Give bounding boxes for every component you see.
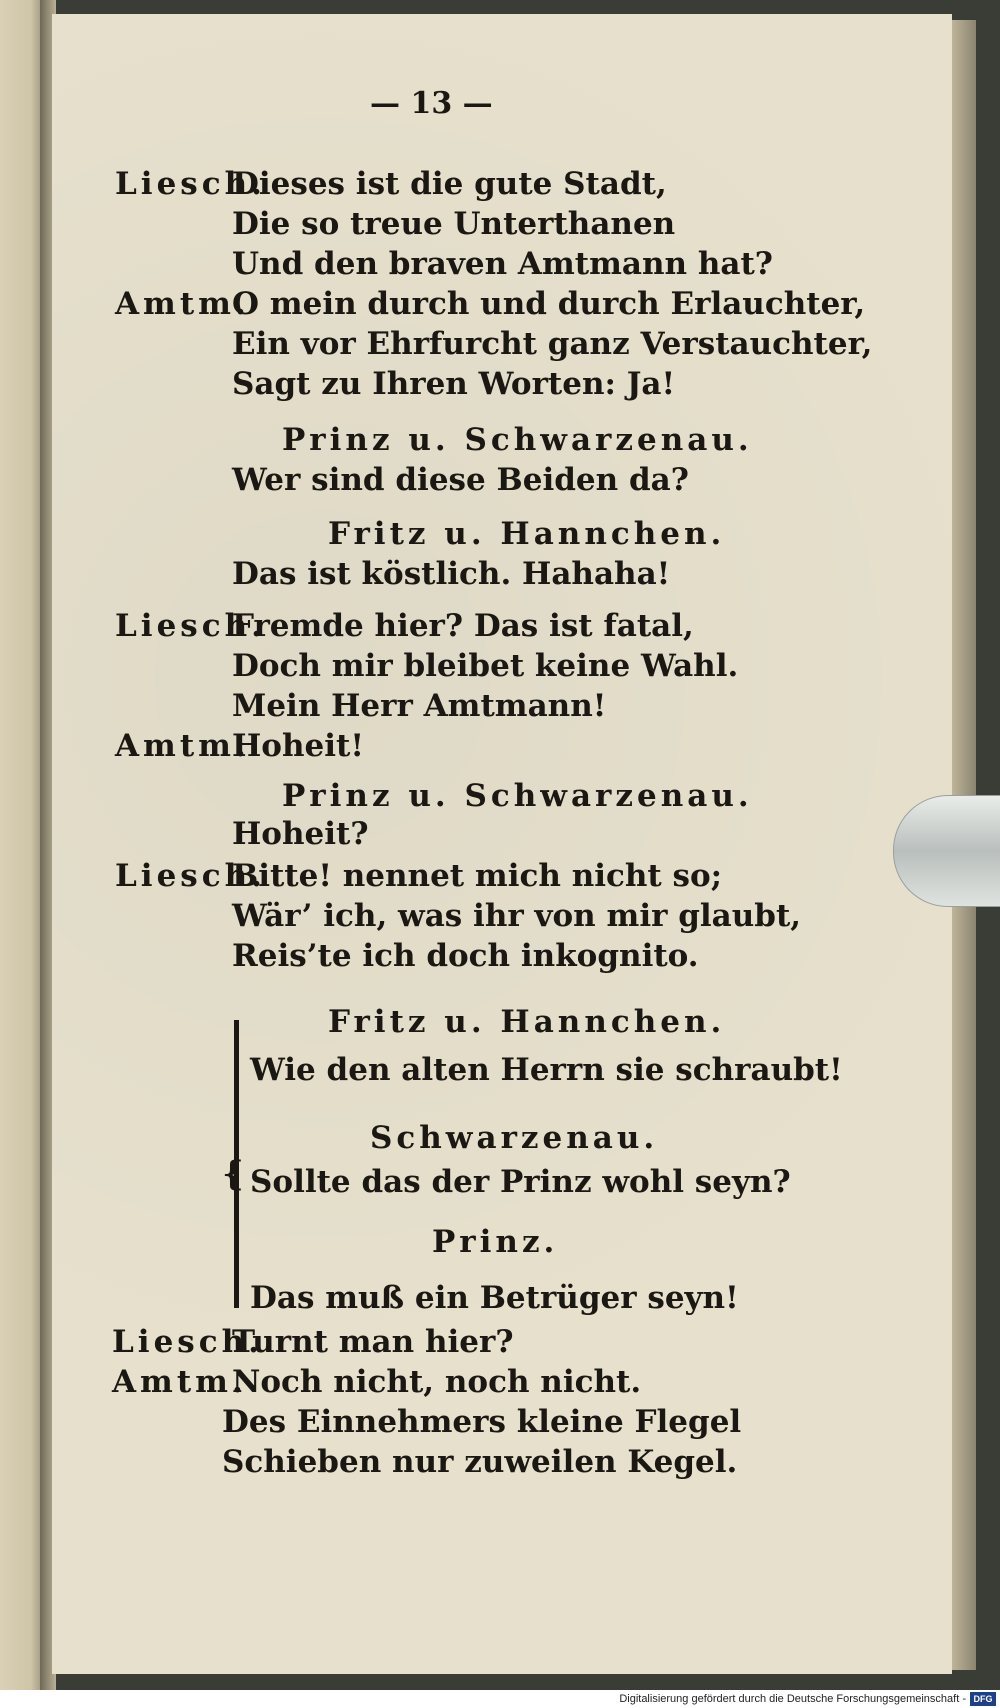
verse-text: Schieben nur zuweilen Kegel.: [222, 1444, 738, 1480]
speaker-label: Liesch.: [115, 608, 266, 644]
verse-text: Mein Herr Amtmann!: [232, 688, 607, 724]
stage-heading: Prinz.: [432, 1224, 559, 1260]
footer-text: Digitalisierung gefördert durch die Deutsche Forschungsgemeinschaft -: [619, 1693, 966, 1705]
dfg-logo: DFG: [970, 1692, 996, 1706]
verse-text: Wär’ ich, was ihr von mir glaubt,: [232, 898, 802, 934]
verse-text: Hoheit!: [232, 728, 364, 764]
verse-text: Sagt zu Ihren Worten: Ja!: [232, 366, 676, 402]
verse-text: Wer sind diese Beiden da?: [232, 462, 689, 498]
verse-text: Sollte das der Prinz wohl seyn?: [250, 1164, 791, 1200]
verse-text: Die so treue Unterthanen: [232, 206, 676, 242]
ensemble-bracket-point: {: [222, 1154, 244, 1194]
verse-text: Hoheit?: [232, 816, 369, 852]
verse-text: Das ist köstlich. Hahaha!: [232, 556, 671, 592]
stage-heading: Schwarzenau.: [370, 1120, 659, 1156]
verse-text: Noch nicht, noch nicht.: [232, 1364, 642, 1400]
stage-heading: Prinz u. Schwarzenau.: [282, 422, 753, 458]
stage-heading: Prinz u. Schwarzenau.: [282, 778, 753, 814]
digitization-footer: [0, 1690, 1000, 1708]
verse-text: Doch mir bleibet keine Wahl.: [232, 648, 739, 684]
page-number: — 13 —: [370, 86, 493, 121]
stage-heading: Fritz u. Hannchen.: [328, 516, 726, 552]
speaker-label: Liesch.: [112, 1324, 263, 1360]
verse-text: Turnt man hier?: [232, 1324, 514, 1360]
verse-text: Wie den alten Herrn sie schraubt!: [250, 1052, 843, 1088]
speaker-label: Liesch.: [115, 858, 266, 894]
verse-text: Des Einnehmers kleine Flegel: [222, 1404, 742, 1440]
previous-page-edge: [0, 0, 44, 1690]
speaker-label: Amtm.: [112, 1364, 247, 1400]
stage-heading: Fritz u. Hannchen.: [328, 1004, 726, 1040]
speaker-label: Liesch.: [115, 166, 266, 202]
verse-text: O mein durch und durch Erlauchter,: [232, 286, 866, 322]
verse-text: Bitte! nennet mich nicht so;: [232, 858, 723, 894]
verse-text: Fremde hier? Das ist fatal,: [232, 608, 694, 644]
page-clip: [893, 795, 1000, 907]
verse-text: Dieses ist die gute Stadt,: [232, 166, 667, 202]
verse-text: Ein vor Ehrfurcht ganz Verstauchter,: [232, 326, 873, 362]
speaker-label: Amtm.: [115, 286, 250, 322]
verse-text: Das muß ein Betrüger seyn!: [250, 1280, 739, 1316]
verse-text: Und den braven Amtmann hat?: [232, 246, 773, 282]
verse-text: Reis’te ich doch inkognito.: [232, 938, 699, 974]
speaker-label: Amtm.: [115, 728, 250, 764]
